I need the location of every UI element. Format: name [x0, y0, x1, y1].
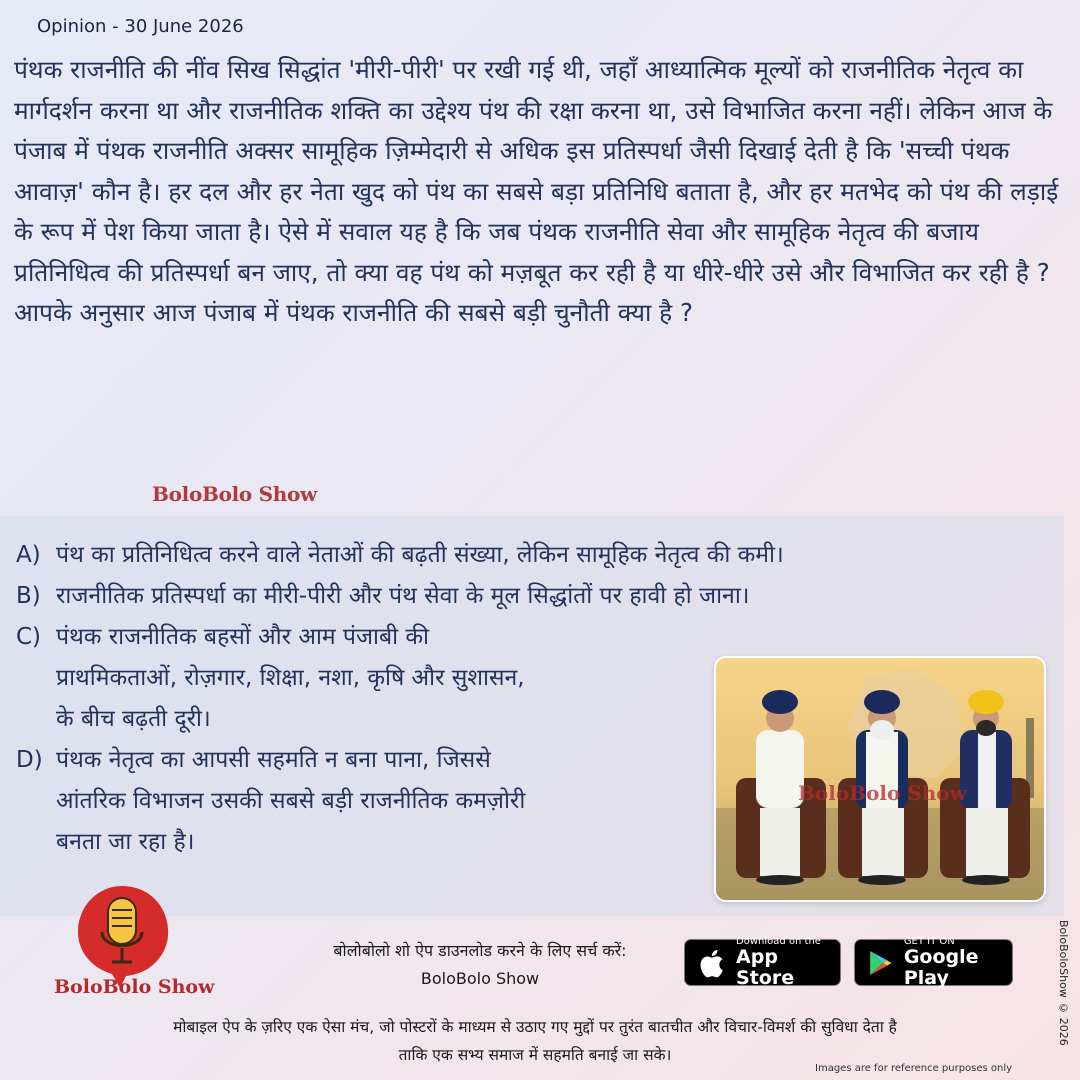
option-c[interactable]	[16, 619, 525, 737]
footer-description-line2: ताकि एक सभ्य समाज में सहमति बनाई जा सके।	[398, 1046, 672, 1064]
option-b-text: राजनीतिक प्रतिस्पर्धा का मीरी-पीरी और पंथ सेवा के मूल सिद्धांतों पर हावी हो जाना।	[56, 583, 750, 609]
opinion-date-label: Opinion - 30 June 2026	[37, 16, 244, 37]
search-line-1: बोलोबोलो शो ऐप डाउनलोड करने के लिए सर्च करें:	[333, 941, 627, 960]
google-play-button[interactable]	[854, 936, 1013, 989]
app-store-label: App Store	[736, 946, 795, 989]
option-b-letter: B)	[16, 583, 41, 609]
option-a[interactable]	[16, 537, 784, 573]
option-d-letter: D)	[16, 747, 43, 773]
option-c-text-line3: के बीच बढ़ती दूरी।	[56, 706, 211, 732]
google-play-icon	[865, 945, 896, 981]
app-store-small-text: Download on the	[736, 936, 821, 947]
option-d-text-line1: पंथक नेतृत्व का आपसी सहमति न बना पाना, जिससे	[56, 747, 491, 773]
option-d[interactable]	[16, 742, 525, 860]
search-line-2: BoloBolo Show	[420, 969, 540, 988]
app-store-button[interactable]	[684, 936, 841, 989]
leaders-photo	[714, 656, 1046, 902]
option-c-letter: C)	[16, 624, 42, 650]
footer-description	[20, 1013, 1050, 1069]
image-disclaimer: Images are for reference purposes only	[815, 1063, 1013, 1074]
option-d-text-line2: आंतरिक विभाजन उसकी सबसे बड़ी राजनीतिक कमज़ोरी	[56, 788, 526, 814]
footer-description-line1: मोबाइल ऐप के ज़रिए एक ऐसा मंच, जो पोस्टरों के माध्यम से उठाए गए मुद्दों पर तुरंत बातचीत और विचार-विमर्श की सुविधा देता है	[173, 1018, 897, 1036]
google-play-label: Google Play	[903, 946, 979, 989]
option-b[interactable]	[16, 578, 750, 614]
app-search-instructions	[300, 937, 660, 993]
question-text: पंथक राजनीति की नींव सिख सिद्धांत 'मीरी-पीरी' पर रखी गई थी, जहाँ आध्यात्मिक मूल्यों को राजनीतिक नेतृत्व का मार्गदर्शन करना था और राजनीतिक शक्ति का उद्देश्य पंथ की रक्षा करना था, उसे विभाजित करना नहीं। लेकिन आज के पंजाब में पंथक राजनीति अक्सर सामूहिक ज़िम्मेदारी से अधिक इस प्रतिस्पर्धा जैसी दिखाई देती है कि 'सच्ची पंथक आवाज़' कौन है। हर दल और हर नेता खुद को पंथ का सबसे बड़ा प्रतिनिधि बताता है, और हर मतभेद को पंथ की लड़ाई के रूप में पेश किया जाता है। ऐसे में सवाल यह है कि जब पंथक राजनीति सेवा और सामूहिक नेतृत्व की बजाय प्रतिनिधित्व की प्रतिस्पर्धा बन जाए, तो क्या वह पंथ को मज़बूत कर रही है या धीरे-धीरे उसे और विभाजित कर रही है ? आपके अनुसार आज पंजाब में पंथक राजनीति की सबसे बड़ी चुनौती क्या है ?	[14, 55, 1059, 327]
copyright-vertical: BoloBoloShow © 2026	[1057, 920, 1070, 1046]
brand-watermark: BoloBolo Show	[152, 482, 317, 506]
apple-icon	[693, 943, 732, 983]
option-c-text-line1: पंथक राजनीतिक बहसों और आम पंजाबी की	[56, 624, 430, 650]
option-c-text-line2: प्राथमिकताओं, रोज़गार, शिक्षा, नशा, कृषि और सुशासन,	[56, 665, 525, 691]
google-play-small-text: GET IT ON	[903, 936, 955, 947]
option-a-letter: A)	[16, 542, 41, 568]
option-d-text-line3: बनता जा रहा है।	[56, 829, 195, 855]
logo-text: BoloBolo Show	[54, 976, 215, 998]
photo-watermark: BoloBolo Show	[798, 781, 967, 805]
option-a-text: पंथ का प्रतिनिधित्व करने वाले नेताओं की बढ़ती संख्या, लेकिन सामूहिक नेतृत्व की कमी।	[56, 542, 784, 568]
